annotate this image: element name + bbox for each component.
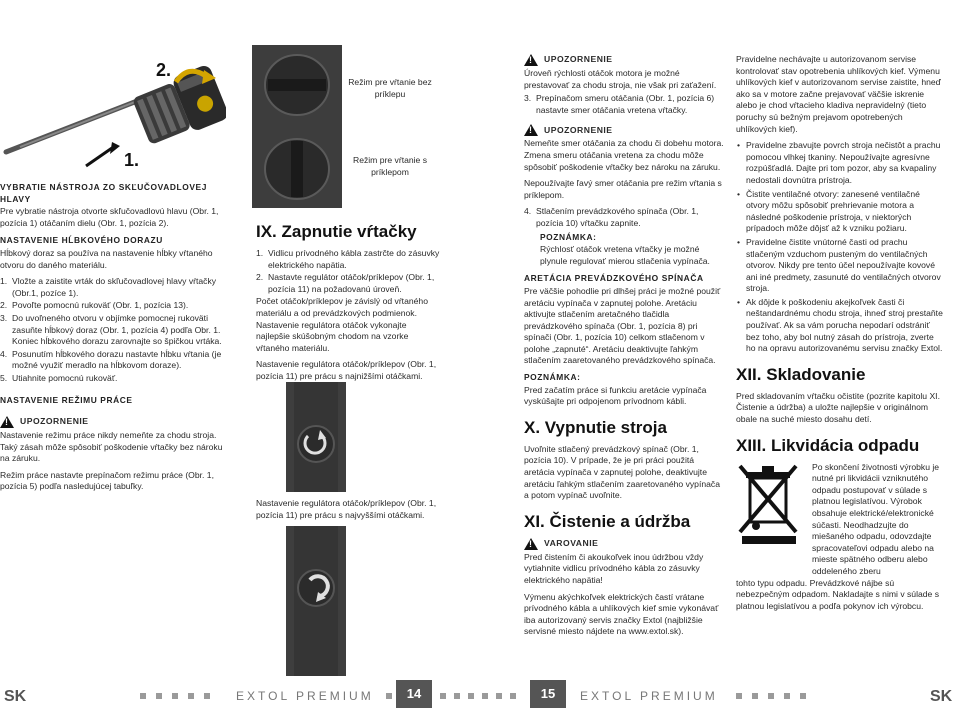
brushes-text: Pravidelne nechávajte u autorizovanom servise kontrolovať stav opotrebenia uhlíkových kief. Výmenu uhlíkových kief v autorizovanom servise zaistite, hneď ako sa v motore začne prejavovať väčšie iskrenie alebo je chod vŕtacieho kladiva nepravidelný (tieto poruchy sú bežným prejavom opotrebených uhlíkových kief).	[736, 54, 941, 134]
crossed-bin-icon	[736, 462, 804, 546]
warning-icon	[0, 416, 14, 428]
depth-stop-text: Hĺbkový doraz sa používa na nastavenie hĺbky vŕtaného otvoru do daného materiálu.	[0, 247, 213, 270]
warning-text-extra: Nepoužívajte ľavý smer otáčania pre režim vŕtania s príklepom.	[524, 178, 722, 200]
page-number-left: 14	[396, 680, 432, 708]
note-text: Rýchlosť otáčok vretena vŕtačky je možné plynule regulovať mierou stlačenia vypínača.	[540, 244, 710, 266]
heading-disposal: XIII. Likvidácia odpadu	[736, 435, 920, 455]
list-item: 5. Utiahnite pomocnú rukoväť.	[0, 372, 118, 383]
brand-logo-left: EXTOL PREMIUM	[236, 689, 374, 703]
direction-step	[524, 93, 724, 116]
warning-icon	[524, 124, 538, 136]
work-mode-text: Režim práce nastavte prepínačom režimu práce (Obr. 1, pozícia 5) podľa nasledujúcej tabuľky.	[0, 469, 214, 492]
mode-label-no-hammer: Režim pre vŕtanie bez príklepu	[348, 77, 432, 99]
speed-low-caption: Nastavenie regulátora otáčok/príklepov (Obr. 1, pozícia 11) pre prácu s najnižšími otáčkami.	[256, 359, 437, 381]
warning-block	[524, 538, 724, 550]
warning-block	[524, 124, 724, 136]
list-item: • Pravidelne zbavujte povrch stroja nečistôt a prachu pomocou vlhkej tkaniny. Nepoužívajte agresívne rozpúšťadlá. Dajte pri tom pozor, aby sa kvapaliny nedostali dovnútra prístroja.	[736, 140, 944, 186]
warning-text: Pred čistením či akoukoľvek inou údržbou vždy vytiahnite vidlicu prívodného kábla zo zásuvky elektrického napätia!	[524, 551, 704, 585]
heading-cleaning: XI. Čistenie a údržba	[524, 511, 691, 531]
section-title-depth-stop: NASTAVENIE HĹBKOVÉHO DORAZU	[0, 235, 163, 246]
tool-removal-text: Pre vybratie nástroja otvorte skľučovadlovú hlavu (Obr. 1, pozícia 1) otáčaním dielu (Obr. 1, pozícia 2).	[0, 206, 219, 228]
maintenance-bullets	[736, 140, 944, 355]
list-item: • Pravidelne čistite vnútorné časti od prachu stlačeným vzduchom pusteným do ventilačných otvorov. Nikdy pre tento účel nepoužívajte kovové ani iné predmety, zasunuté do ventilačných otvorov stroja.	[736, 237, 944, 295]
speed-paragraph: Počet otáčok/príklepov je závislý od vŕtaného materiálu a od prevádzkových podmienok. Nastavenie regulátora otáčok vykonajte najlepšie skúšobným chodom na vzorke vŕtaného materiálu.	[256, 296, 428, 353]
speed-regulator-photo-high	[256, 526, 376, 676]
list-item: 1. Vidlicu prívodného kábla zastrčte do zásuvky elektrického napätia.	[256, 248, 440, 270]
list-item: 2. Povoľte pomocnú rukoväť (Obr. 1, pozícia 13).	[0, 300, 189, 311]
list-item: • Ak dôjde k poškodeniu akejkoľvek časti či neštandardnému chodu stroja, ihneď stroj prestaňte používať. Ak sa vám porucha nepodarí odstrániť bez toho, aby bol nutný zásah do prístroja, zverte ho na opravu autorizovanému servisu značky Extol.	[736, 297, 944, 355]
section-title-work-mode: NASTAVENIE REŽIMU PRÁCE	[0, 394, 133, 405]
note-label: POZNÁMKA:	[540, 231, 597, 242]
switch-step	[524, 206, 724, 229]
figure-label-2: 2.	[156, 60, 172, 80]
disposal-text-continued: tohto typu odpadu. Prevádzkové nájbe sú nebezpečným odpadom. Nakladajte s nimi v súlade s platnou legislatívou a podľa pokynov ich výrobcu.	[736, 577, 940, 611]
drill-chuck-illustration	[0, 44, 226, 176]
warning-block	[524, 54, 724, 66]
disposal-block	[736, 462, 944, 578]
speed-high-illustration	[256, 526, 376, 676]
figure-label-1: 1.	[124, 150, 140, 170]
warning-text: Úroveň rýchlosti otáčok motora je možné prestavovať za chodu stroja, nie však pri zaťažení.	[524, 68, 717, 90]
heading-storage: XII. Skladovanie	[736, 364, 866, 384]
list-item: 1. Vložte a zaistite vrták do skľučovadlovej hlavy vŕtačky (Obr.1, pozíce 1).	[0, 276, 217, 298]
warning-label: VAROVANIE	[544, 538, 599, 549]
list-item: 2. Nastavte regulátor otáčok/príklepov (Obr. 1, pozícia 11) na požadovanú úroveň.	[256, 272, 435, 294]
speed-high-caption: Nastavenie regulátora otáčok/príklepov (Obr. 1, pozícia 11) pre prácu s najvyššími otáčkami.	[256, 498, 437, 520]
warning-block	[0, 416, 228, 428]
heading-switching-off: X. Vypnutie stroja	[524, 417, 667, 437]
speed-regulator-photo	[256, 382, 376, 492]
list-item: 4. Stlačením prevádzkového spínača (Obr. 1, pozícia 10) vŕtačku zapnite.	[524, 206, 699, 228]
language-code-left: SK	[4, 688, 27, 705]
left-text-column	[0, 182, 228, 498]
warning-label: UPOZORNENIE	[544, 124, 613, 135]
switch-off-text: Uvoľnite stlačený prevádzkový spínač (Obr. 1, pozícia 10). V prípade, že je pri práci použitá aretácia vypínača v zapnutej polohe, deaktivujte aretáciu ľahkým stlačením zaaretovaného vypínača a potom vypínač uvoľnite.	[524, 443, 720, 501]
column-3	[524, 54, 724, 643]
section-title-lock: ARETÁCIA PREVÁDZKOVÉHO SPÍNAČA	[524, 273, 704, 284]
language-code-right: SK	[930, 688, 953, 705]
note-label: POZNÁMKA:	[524, 372, 581, 383]
footer-dots-center	[440, 693, 520, 699]
heading-switching-on: IX. Zapnutie vŕtačky	[256, 222, 417, 241]
depth-stop-steps	[0, 276, 228, 384]
disposal-text: Po skončení životnosti výrobku je nutné pri likvidácii vzniknutého odpadu postupovať v súlade s platnou legislatívou. Výrobok obsahuje elektrické/elektronické súčasti. Neodhadzujte do miešaného odpadu, odovzdajte spracovateľovi odpadu alebo na mieste spätného odberu alebo oddeleného zberu	[812, 461, 940, 576]
mode-switch-illustration	[252, 45, 342, 208]
column-4	[736, 54, 944, 617]
warning-icon	[524, 538, 538, 550]
storage-text: Pred skladovaním vŕtačku očistite (pozrite kapitolu XI. Čistenie a údržba) a uložte najlepšie v originálnom obale na suché miesto dosahu detí.	[736, 390, 940, 425]
note-text: Pred začatím práce si funkciu aretácie vypínača vyskúšajte pri odpojenom prívodnom kábli.	[524, 384, 707, 407]
warning-label: UPOZORNENIE	[20, 416, 89, 427]
speed-low-illustration	[256, 382, 376, 492]
footer-dots-left	[140, 693, 220, 699]
warning-text: Nastavenie režimu práce nikdy nemeňte za chodu stroja. Taký zásah môže spôsobiť poškodenie vŕtačky bez nároku na záruku.	[0, 430, 223, 464]
drill-chuck-figure	[0, 44, 226, 176]
list-item: • Čistite ventilačné otvory: zanesené ventilačné otvory môžu spôsobiť prehrievanie motora a následné poškodenie prístroja, v niektorých prípadoch môže dôjsť až k vzniku požiaru.	[736, 189, 944, 235]
list-item: 3. Prepínačom smeru otáčania (Obr. 1, pozícia 6) nastavte smer otáčania vretena vŕtačky.	[524, 93, 715, 115]
list-item: 3. Do uvoľneného otvoru v objímke pomocnej rukoväti zasuňte hĺbkový doraz (Obr. 1, pozícia 4) podľa Obr. 1. Koniec hĺbkového dorazu zarovnajte so špičkou vrtáka.	[0, 312, 222, 347]
mode-switch-photo	[252, 45, 342, 208]
brand-logo-right: EXTOL PREMIUM	[580, 689, 718, 703]
section-title-tool-removal: VYBRATIE NÁSTROJA ZO SKĽUČOVADLOVEJ HLAVY	[0, 182, 207, 204]
page-number-right: 15	[530, 680, 566, 708]
list-item: 4. Posunutím hĺbkového dorazu nastavte hĺbku vŕtania (je možné využiť meradlo na hĺbkovom doraze).	[0, 348, 222, 371]
middle-text-column	[256, 216, 442, 388]
warning-label: UPOZORNENIE	[544, 54, 613, 65]
lock-text: Pre väčšie pohodlie pri dlhšej práci je možné použiť aretáciu vypínača v zapnutej polohe. Aretáciu aktivujte stlačením aretačného tlačidla prevádzkového spínača (Obr. 1, pozícia 8) pri spínači (Obr. 1, pozícia 10) celkom stlačenom v polohe „zapnuté“. Aretáciu deaktivujte ľahkým stlačením zaaretovaného prevádzkového spínača.	[524, 285, 721, 366]
footer-dots-right	[736, 693, 816, 699]
mode-label-hammer: Režim pre vŕtanie s príklepom	[352, 155, 428, 177]
warning-text: Nemeňte smer otáčania za chodu či dobehu motora. Zmena smeru otáčania vretena za chodu môže spôsobiť poškodenie vŕtačky bez nároku na záruku.	[524, 138, 724, 172]
switch-on-steps	[256, 248, 442, 295]
warning-icon	[524, 54, 538, 66]
cleaning-text: Výmenu akýchkoľvek elektrických častí vrátane prívodného kábla a uhlíkových kief smie vykonávať iba autorizovaný servis značky Extol (najbližšie servisné miesto nájdete na www.extol.sk).	[524, 591, 719, 637]
